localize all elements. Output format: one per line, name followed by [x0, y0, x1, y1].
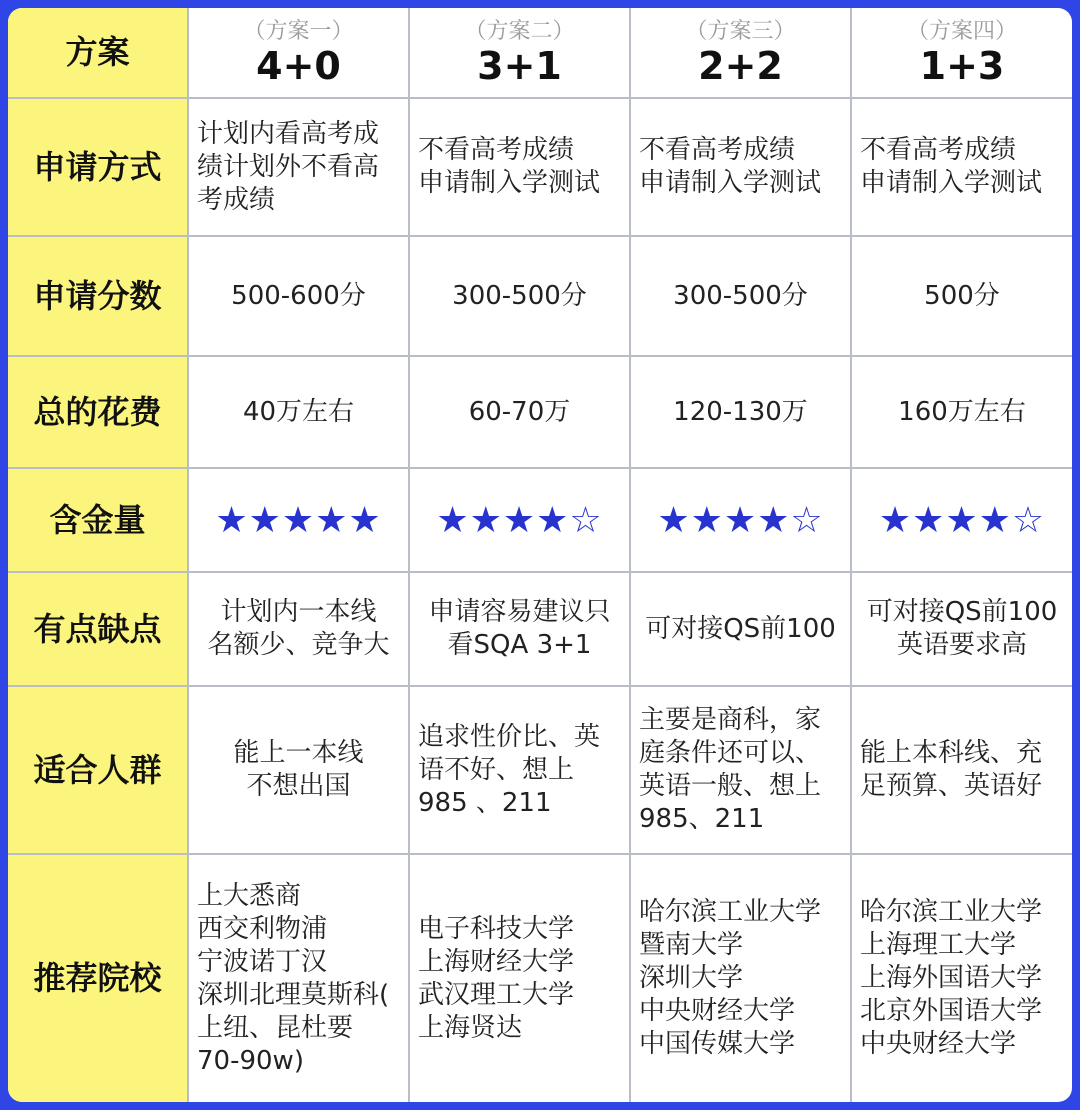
score-cell: 300-500分	[409, 236, 630, 356]
plan-name: 1+3	[919, 43, 1005, 88]
audience-cell	[630, 686, 851, 854]
cell-line: 庭条件还可以、	[639, 738, 822, 768]
plan-header-1	[188, 8, 409, 98]
cell-line: 足预算、英语好	[860, 771, 1043, 801]
star-rating: ★★★★☆	[851, 468, 1072, 572]
cell-line: 能上一本线	[233, 738, 364, 768]
method-cell	[851, 98, 1072, 236]
method-cell	[630, 98, 851, 236]
star-rating: ★★★★★	[188, 468, 409, 572]
cell-line: 主要是商科，家	[639, 705, 822, 735]
cell-line: 985、211	[639, 804, 765, 834]
school-item: 深圳大学	[639, 963, 744, 993]
row-plan	[8, 8, 1072, 98]
schools-cell	[409, 854, 630, 1102]
star-rating: ★★★★☆	[630, 468, 851, 572]
row-label-cost: 总的花费	[8, 356, 188, 468]
cost-cell: 160万左右	[851, 356, 1072, 468]
school-item: 中国传媒大学	[639, 1029, 796, 1059]
plan-name: 2+2	[698, 43, 783, 88]
schools-cell	[851, 854, 1072, 1102]
school-item: 上大悉商	[197, 880, 302, 911]
audience-cell	[409, 686, 630, 854]
plan-sub-label: （方案一）	[243, 18, 354, 44]
school-item: 上海外国语大学	[860, 963, 1043, 993]
school-item: 深圳北理莫斯科(	[197, 979, 390, 1010]
school-item: 电子科技大学	[418, 913, 575, 944]
cell-line: 语不好、想上	[418, 754, 575, 785]
pros-cons-cell	[851, 572, 1072, 686]
school-item: 暨南大学	[639, 930, 744, 960]
cell-line: 申请制入学测试	[639, 168, 822, 198]
row-label-pros-cons: 有点缺点	[8, 572, 188, 686]
cell-line: 不看高考成绩	[418, 135, 575, 165]
plan-sub-label: （方案三）	[685, 18, 796, 44]
school-item: 70-90w)	[197, 1045, 304, 1076]
row-cost	[8, 356, 1072, 468]
school-item: 中央财经大学	[639, 996, 796, 1026]
score-cell: 300-500分	[630, 236, 851, 356]
cost-cell: 120-130万	[630, 356, 851, 468]
cell-line: 计划内一本线	[220, 597, 377, 627]
plan-name: 4+0	[256, 43, 341, 88]
cell-line: 计划内看高考成	[197, 118, 380, 149]
row-label-score: 申请分数	[8, 236, 188, 356]
cell-line: 英语一般、想上	[639, 771, 822, 801]
school-item: 宁波诺丁汉	[197, 946, 328, 977]
cell-line: 绩计划外不看高	[197, 151, 380, 182]
score-cell: 500分	[851, 236, 1072, 356]
schools-cell	[630, 854, 851, 1102]
plan-header-4	[851, 8, 1072, 98]
row-method	[8, 98, 1072, 236]
school-item: 哈尔滨工业大学	[860, 897, 1043, 927]
plan-header-2	[409, 8, 630, 98]
cost-cell: 60-70万	[409, 356, 630, 468]
cell-line: 申请制入学测试	[418, 168, 601, 198]
cell-line: 考成绩	[197, 184, 276, 215]
row-label-schools: 推荐院校	[8, 854, 188, 1102]
method-cell	[188, 98, 409, 236]
cell-line: 不看高考成绩	[639, 135, 796, 165]
comparison-card	[8, 8, 1072, 1102]
cell-line: 申请制入学测试	[860, 168, 1043, 198]
school-item: 哈尔滨工业大学	[639, 897, 822, 927]
audience-cell	[851, 686, 1072, 854]
audience-cell	[188, 686, 409, 854]
cell-line: 英语要求高	[896, 630, 1027, 660]
cell-line: 能上本科线、充	[860, 738, 1043, 768]
school-item: 中央财经大学	[860, 1029, 1017, 1059]
cell-line: 追求性价比、英	[418, 721, 601, 752]
row-label-plan: 方案	[8, 8, 188, 98]
school-item: 北京外国语大学	[860, 996, 1043, 1026]
cell-line: 可对接QS前100	[866, 597, 1058, 627]
school-item: 上纽、昆杜要	[197, 1012, 354, 1043]
schools-cell	[188, 854, 409, 1102]
cell-line: 申请容易建议只	[428, 597, 611, 627]
method-cell	[409, 98, 630, 236]
plan-sub-label: （方案二）	[464, 18, 575, 44]
plan-sub-label: （方案四）	[906, 18, 1017, 44]
row-label-value: 含金量	[8, 468, 188, 572]
cell-line: 985 、211	[418, 787, 552, 818]
plan-comparison-table	[8, 8, 1072, 1102]
cost-cell: 40万左右	[188, 356, 409, 468]
school-item: 上海财经大学	[418, 946, 575, 977]
pros-cons-cell	[630, 572, 851, 686]
pros-cons-cell	[409, 572, 630, 686]
cell-line: 看SQA 3+1	[447, 630, 592, 660]
plan-header-3	[630, 8, 851, 98]
score-cell: 500-600分	[188, 236, 409, 356]
school-item: 上海贤达	[418, 1012, 523, 1043]
plan-name: 3+1	[477, 43, 562, 88]
row-schools	[8, 854, 1072, 1102]
school-item: 上海理工大学	[860, 930, 1017, 960]
row-value	[8, 468, 1072, 572]
cell-line: 可对接QS前100	[645, 613, 836, 644]
row-label-method: 申请方式	[8, 98, 188, 236]
cell-line: 名额少、竞争大	[207, 630, 390, 660]
school-item: 西交利物浦	[197, 913, 328, 944]
row-pros-cons	[8, 572, 1072, 686]
row-audience	[8, 686, 1072, 854]
pros-cons-cell	[188, 572, 409, 686]
cell-line: 不想出国	[246, 771, 351, 801]
row-score	[8, 236, 1072, 356]
row-label-audience: 适合人群	[8, 686, 188, 854]
cell-line: 不看高考成绩	[860, 135, 1017, 165]
school-item: 武汉理工大学	[418, 979, 575, 1010]
star-rating: ★★★★☆	[409, 468, 630, 572]
